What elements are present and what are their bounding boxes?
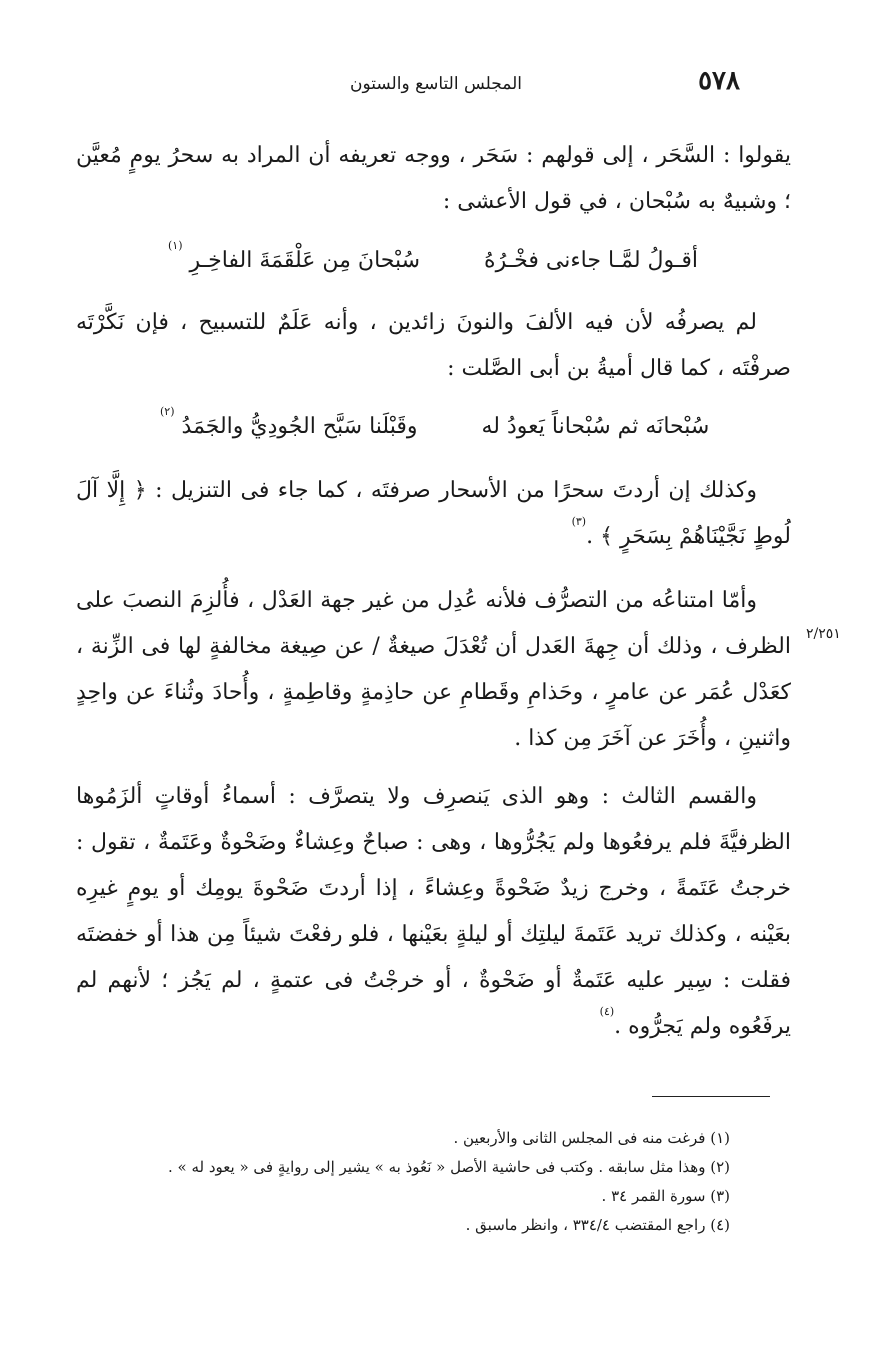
footnote-4: (٤) راجع المقتضب ٣٣٤/٤ ، وانظر ماسبق .: [465, 1216, 730, 1234]
footnote-ref: (١): [168, 239, 183, 252]
paragraph-1: [76, 133, 791, 225]
paragraph-4: [76, 578, 791, 762]
paragraph-5: [76, 774, 791, 1053]
verse-hemistich-first: أقـولُ لمَّـا جاءنى فخْـرُهُ: [484, 248, 698, 273]
paragraph-body: وكذلك إن أردتَ سحرًا من الأسحار صرفتَه ، كما جاء فى التنزيل : ﴿ إِلَّا آلَ لُوطٍ نَجَّيْنَاهُمْ بِسَحَرٍ ﴾ .: [76, 478, 791, 549]
paragraph-text: لم يصرفُه لأن فيه الألفَ والنونَ زائدين ، وأنه عَلَمٌ للتسبيح ، فإن نَكَّرْتَه صرفْتَه ، كما قال أميةُ بن أبى الصَّلت :: [76, 310, 791, 381]
running-title: المجلس التاسع والستون: [350, 74, 522, 94]
verse-1: [168, 238, 698, 287]
verse-hemistich-first: سُبْحانَه ثم سُبْحاناً يَعودُ له: [481, 414, 710, 439]
page-number: ٥٧٨: [698, 66, 740, 96]
paragraph-text: وأمّا امتناعُه من التصرُّف فلأنه عُدِل من غير جهة العَدْل ، فأُلزِمَ النصبَ على الظرف ، وذلك أن جِهةَ العَدل أن تُعْدَلَ صيغةٌ / عن صِيغة مخالفةٍ لها فى الزِّنة ، كعَدْل عُمَر عن عامرٍ ، وحَذامِ وقَطامِ عن حاذِمةٍ وقاطِمةٍ ، وأُحادَ وثُناءَ عن واحِدٍ واثنينِ ، وأُخَرَ عن آخَرَ مِن كذا .: [76, 588, 791, 751]
footnote-ref: (٣): [571, 515, 587, 528]
paragraph-text: [76, 468, 791, 563]
footnote-2: (٢) وهذا مثل سابقه . وكتب فى حاشية الأصل « نَعُوذ به » يشير إلى روايةٍ فى « يعود له » .: [168, 1158, 730, 1176]
margin-page-reference: ٢/٢٥١: [806, 626, 841, 642]
footnote-ref: (٤): [599, 1005, 615, 1018]
verse-2: [160, 404, 709, 453]
verse-hemistich-second: وقَبْلَنا سَبَّح الجُودِيُّ والجَمَدُ: [181, 414, 418, 439]
footnote-3: (٣) سورة القمر ٣٤ .: [601, 1187, 730, 1205]
verse-hemistich-second: سُبْحانَ مِن عَلْقَمَةَ الفاخِـرِ: [189, 248, 421, 273]
paragraph-body: والقسم الثالث : وهو الذى يَنصرِف ولا يتصرَّف : أسماءُ أوقاتٍ ألزَمُوها الظرفيَّةَ فلم يرفعُوها ولم يَجُرُّوها ، وهى : صباحٌ وعِشاءٌ وضَحْوةٌ وعَتَمةٌ ، تقول : خرجتُ عَتَمةً ، وخرج زيدٌ ضَحْوةً وعِشاءً ، إذا أردتَ ضَحْوةَ يومِك أو يومٍ غيرِه بعَيْنه ، وكذلك تريد عَتَمةَ ليلتِك أو ليلةٍ بعَيْنها ، فلو رفعْتَ شيئاً مِن هذا أو خفضتَه فقلت : سِير عليه عَتَمةٌ أو ضَحْوةٌ ، أو خرجْتُ فى عتمةٍ ، لم يَجُز ؛ لأنهم لم يرفَعُوه ولم يَجرُّوه .: [76, 784, 791, 1039]
page-header: [300, 66, 740, 106]
paragraph-2: [76, 300, 791, 392]
footnote-separator: [652, 1096, 770, 1097]
paragraph-3: [76, 468, 791, 563]
paragraph-text: يقولوا : السَّحَر ، إلى قولهم : سَحَر ، ووجه تعريفه أن المراد به سحرُ يومٍ مُعيَّن ؛ وشبيهٌ به سُبْحان ، في قول الأعشى :: [76, 143, 791, 214]
footnote-1: (١) فرغت منه فى المجلس الثانى والأربعين .: [453, 1129, 730, 1147]
footnote-ref: (٢): [160, 405, 175, 418]
footnotes: [168, 1124, 730, 1240]
paragraph-text: [76, 774, 791, 1053]
